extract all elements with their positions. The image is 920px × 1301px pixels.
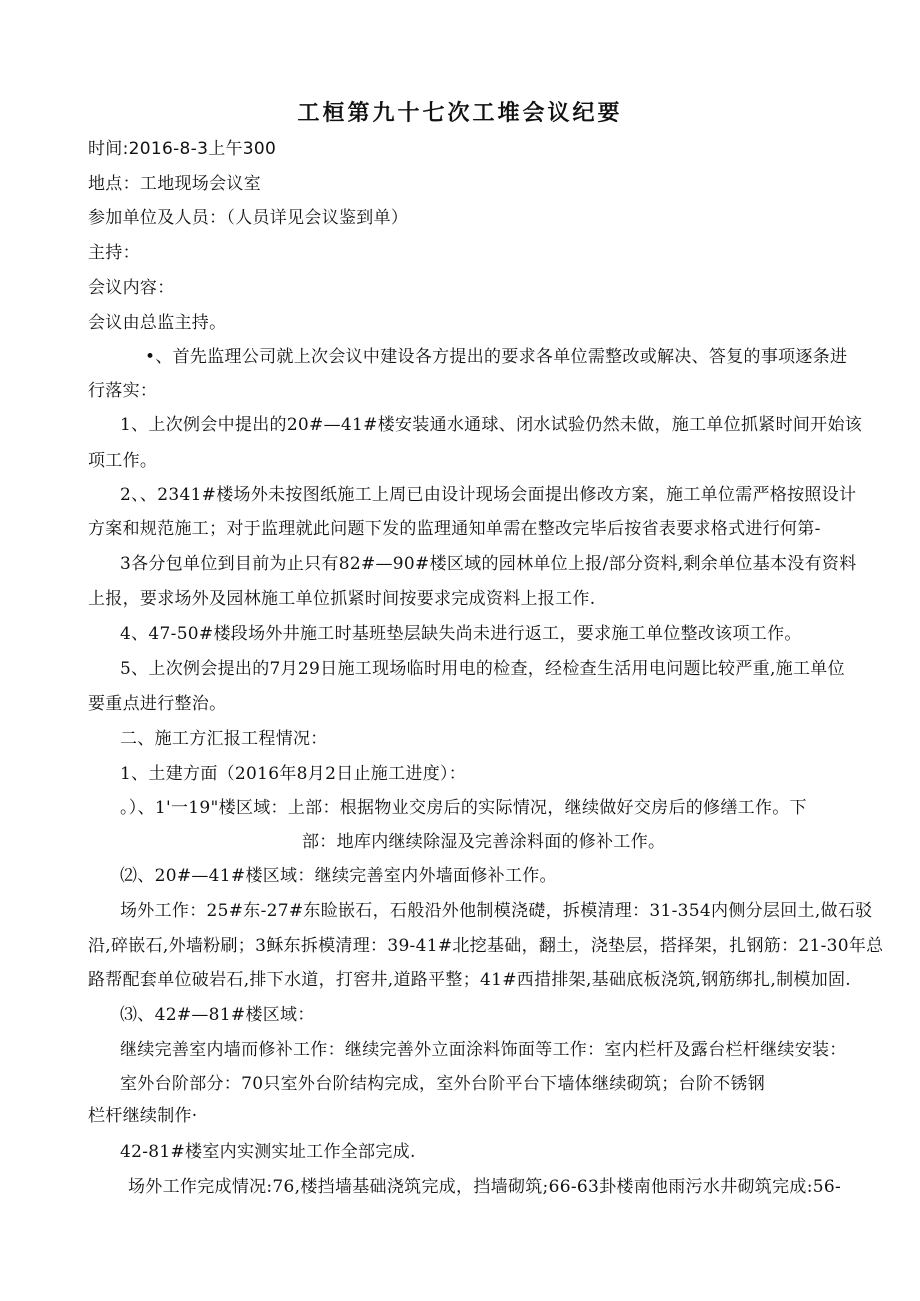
paragraph-line: 沿,碎嵌石,外墙粉刷；3稣东拆模清理：39-41#北挖基础，翻土，浇垫层，搭择架，扎钢筋：21-30年总 [88, 936, 884, 956]
paragraph-line: 部：地库内继续除湿及完善涂料面的修补工作。 [302, 832, 666, 852]
paragraph-line: 场外工作完成情况:76,楼挡墙基础浇筑完成，挡墙砌筑;66-63卦楼南他雨污水井砌筑完成:56- [128, 1177, 841, 1197]
meeting-place: 地点：工地现场会议室 [88, 174, 261, 194]
paragraph-line: 要重点进行整治。 [88, 694, 227, 714]
meeting-content-label: 会议内容： [88, 278, 175, 298]
paragraph-line: 室外台阶部分：70只室外台阶结构完成，室外台阶平台下墙体继续砌筑；台阶不锈钢 [120, 1074, 766, 1094]
meeting-time: 时间:2016-8-3上午300 [88, 139, 277, 159]
paragraph-line: 二、施工方汇报工程情况： [120, 729, 328, 749]
paragraph-line: 场外工作：25#东-27#东睑嵌石，石般沿外他制模浇礎，拆模清理：31-354内侧分层回土,做石驳 [120, 901, 873, 921]
paragraph-line: 行落实： [88, 381, 158, 401]
paragraph-line: 5、上次例会提出的7月29日施工现场临时用电的检查，经检查生活用电问题比较严重,施工单位 [120, 659, 845, 679]
meeting-chair: 会议由总监主持。 [88, 313, 227, 333]
paragraph-line: 1、土建方面（2016年8月2日止施工进度）： [120, 764, 467, 784]
paragraph-line: 1、上次例会中提出的20#—41#楼安装通水通球、闭水试验仍然未做，施工单位抓紧时间开始该 [120, 415, 863, 435]
paragraph-line: •、首先监理公司就上次会议中建设各方提出的要求各单位需整改或解决、答复的事项逐条进 [145, 347, 848, 367]
paragraph-line: 。）、1'一19"楼区域：上部：根据物业交房后的实际情况，继续做好交房后的修缮工作。下 [120, 798, 807, 818]
paragraph-line: 上报，要求场外及园林施工单位抓紧时间按要求完成资料上报工作. [88, 589, 596, 609]
paragraph-line: 路帮配套单位破岩石,排下水道，打窖井,道路平整；41#西措排架,基础底板浇筑,钢筋绑扎,制模加固. [88, 970, 851, 990]
paragraph-line: 2、、2341#楼场外未按图纸施工上周已由设计现场会面提出修改方案，施工单位需严格按照设计 [120, 485, 857, 505]
paragraph-line: 方案和规范施工；对于监理就此问题下发的监理通知单需在整改完毕后按省表要求格式进行何第- [88, 519, 821, 539]
paragraph-line: 3各分包单位到目前为止只有82#—90#楼区域的园林单位上报/部分资料,剩余单位基本没有资料 [120, 554, 857, 574]
meeting-attendees: 参加单位及人员：（人员详见会议鉴到单） [88, 208, 409, 228]
paragraph-line: 继续完善室内墙而修补工作：继续完善外立面涂料饰面等工作：室内栏杆及露台栏杆继续安装： [120, 1040, 847, 1060]
paragraph-line: ⑵、20#—41#楼区域：继续完善室内外墙面修补工作。 [120, 866, 557, 886]
meeting-host: 主持： [88, 243, 140, 263]
paragraph-line: 栏杆继续制作· [88, 1106, 198, 1126]
paragraph-line: 4、47-50#楼段场外井施工时基班垫层缺失尚未进行返工，要求施工单位整改该项工作。 [120, 624, 802, 644]
paragraph-line: 项工作。 [88, 451, 158, 471]
paragraph-line: ⑶、42#—81#楼区域： [120, 1005, 315, 1025]
document-title: 工桓第九十七次工堆会议纪要 [297, 100, 623, 126]
paragraph-line: 42-81#楼室内实测实址工作全部完成. [120, 1142, 416, 1162]
